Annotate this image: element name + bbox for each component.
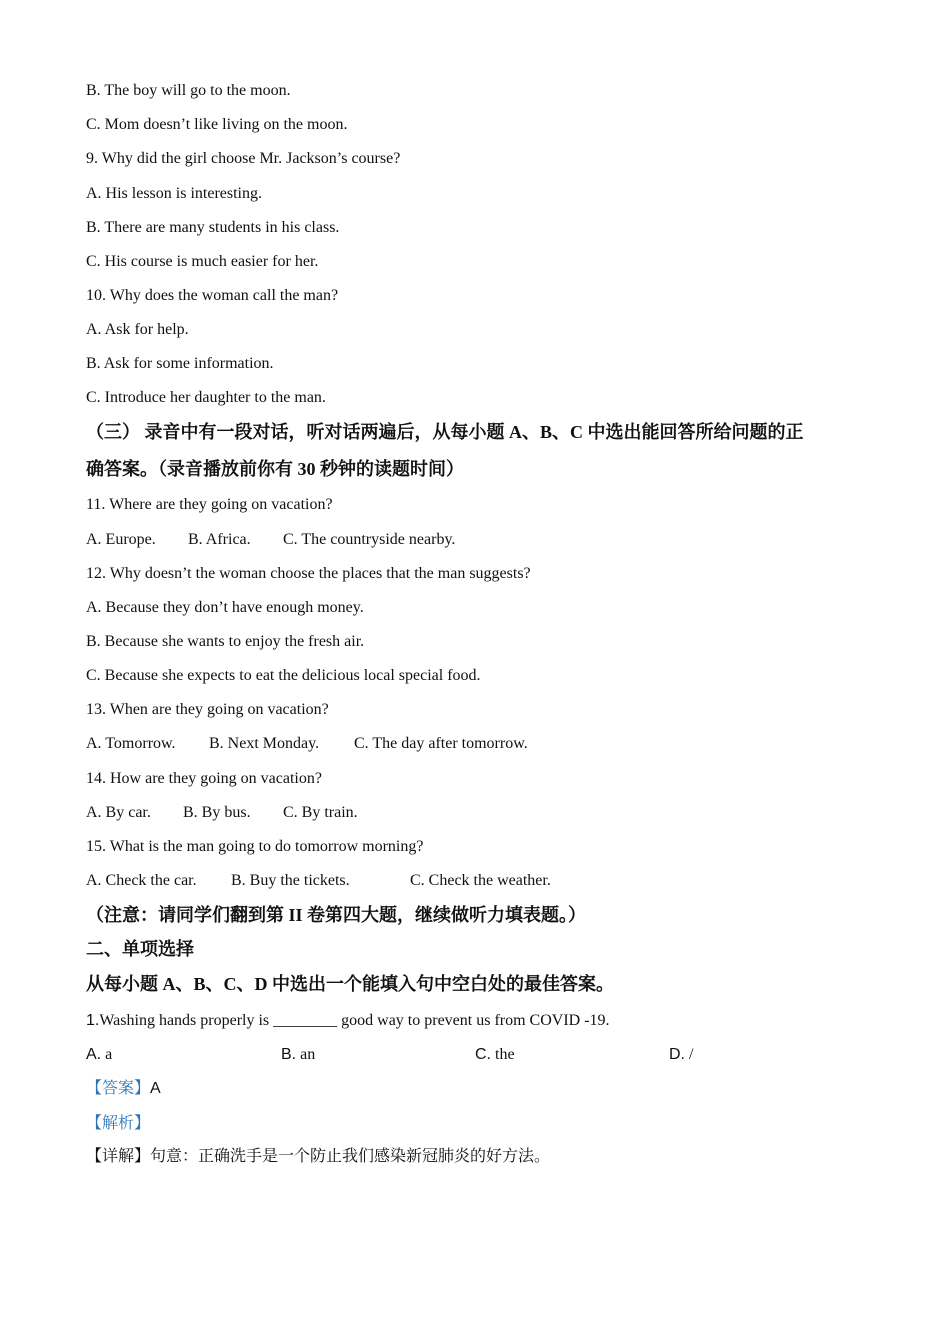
section-3-heading: （三） 录音中有一段对话，听对话两遍后，从每小题 A、B、C 中选出能回答所给问题的正 bbox=[86, 422, 804, 442]
note-text: （注意：请同学们翻到第 II 卷第四大题，继续做听力填表题。） bbox=[86, 905, 587, 925]
question-15: 15. What is the man going to do tomorrow morning? bbox=[86, 838, 424, 855]
option-line: C. Because she expects to eat the delicious local special food. bbox=[86, 667, 481, 684]
choice-d bbox=[669, 1045, 693, 1065]
question-9: 9. Why did the girl choose Mr. Jackson’s course? bbox=[86, 150, 401, 167]
option-c: C. The day after tomorrow. bbox=[354, 735, 528, 752]
choice-value: / bbox=[689, 1046, 694, 1063]
option-c: C. By train. bbox=[283, 804, 358, 821]
option-b: B. Buy the tickets. bbox=[231, 872, 350, 889]
option-c: C. Check the weather. bbox=[410, 872, 551, 889]
choice-c bbox=[475, 1045, 515, 1065]
options-row bbox=[86, 734, 528, 754]
options-row bbox=[86, 871, 551, 891]
question-14: 14. How are they going on vacation? bbox=[86, 770, 322, 787]
choice-b bbox=[281, 1045, 315, 1065]
question-11: 11. Where are they going on vacation? bbox=[86, 496, 333, 513]
analysis-line bbox=[86, 1114, 150, 1134]
part-2-title: 二、单项选择 bbox=[86, 939, 194, 959]
choice-label: B. bbox=[281, 1046, 297, 1063]
option-line: B. Because she wants to enjoy the fresh air. bbox=[86, 633, 365, 650]
option-line: C. His course is much easier for her. bbox=[86, 253, 319, 270]
analysis-tag: 【解析】 bbox=[86, 1115, 151, 1132]
choice-label: C. bbox=[475, 1046, 491, 1063]
choice-value: a bbox=[105, 1046, 113, 1063]
question-number: 1. bbox=[86, 1012, 100, 1029]
option-line: A. His lesson is interesting. bbox=[86, 185, 262, 202]
option-c: C. The countryside nearby. bbox=[283, 531, 456, 548]
choice-label: D. bbox=[669, 1046, 685, 1063]
option-line: C. Introduce her daughter to the man. bbox=[86, 389, 326, 406]
answer-line bbox=[86, 1079, 161, 1099]
option-a: A. Tomorrow. bbox=[86, 735, 176, 752]
question-12: 12. Why doesn’t the woman choose the places that the man suggests? bbox=[86, 565, 531, 582]
answer-tag: 【答案】 bbox=[86, 1080, 151, 1097]
answer-value: A bbox=[150, 1080, 161, 1097]
choice-value: the bbox=[495, 1046, 515, 1063]
question-text: Washing hands properly is ________ good way to prevent us from COVID -19. bbox=[99, 1012, 610, 1029]
option-line: B. Ask for some information. bbox=[86, 355, 274, 372]
option-b: B. Africa. bbox=[188, 531, 251, 548]
mc-question-1 bbox=[86, 1011, 610, 1031]
option-line: B. The boy will go to the moon. bbox=[86, 82, 291, 99]
detail-line: 【详解】句意：正确洗手是一个防止我们感染新冠肺炎的好方法。 bbox=[86, 1148, 551, 1165]
choice-a bbox=[86, 1045, 112, 1065]
section-3-heading-cont: 确答案。（录音播放前你有 30 秒钟的读题时间） bbox=[86, 459, 464, 479]
choice-value: an bbox=[300, 1046, 316, 1063]
options-row bbox=[86, 803, 358, 823]
question-13: 13. When are they going on vacation? bbox=[86, 701, 329, 718]
option-b: B. By bus. bbox=[183, 804, 251, 821]
options-row bbox=[86, 530, 455, 550]
option-a: A. Check the car. bbox=[86, 872, 197, 889]
option-a: A. By car. bbox=[86, 804, 151, 821]
choice-label: A. bbox=[86, 1046, 102, 1063]
question-10: 10. Why does the woman call the man? bbox=[86, 287, 339, 304]
option-line: A. Because they don’t have enough money. bbox=[86, 599, 364, 616]
part-2-instructions: 从每小题 A、B、C、D 中选出一个能填入句中空白处的最佳答案。 bbox=[86, 974, 615, 994]
option-line: A. Ask for help. bbox=[86, 321, 189, 338]
option-b: B. Next Monday. bbox=[209, 735, 320, 752]
option-a: A. Europe. bbox=[86, 531, 156, 548]
option-line: C. Mom doesn’t like living on the moon. bbox=[86, 116, 348, 133]
option-line: B. There are many students in his class. bbox=[86, 219, 340, 236]
